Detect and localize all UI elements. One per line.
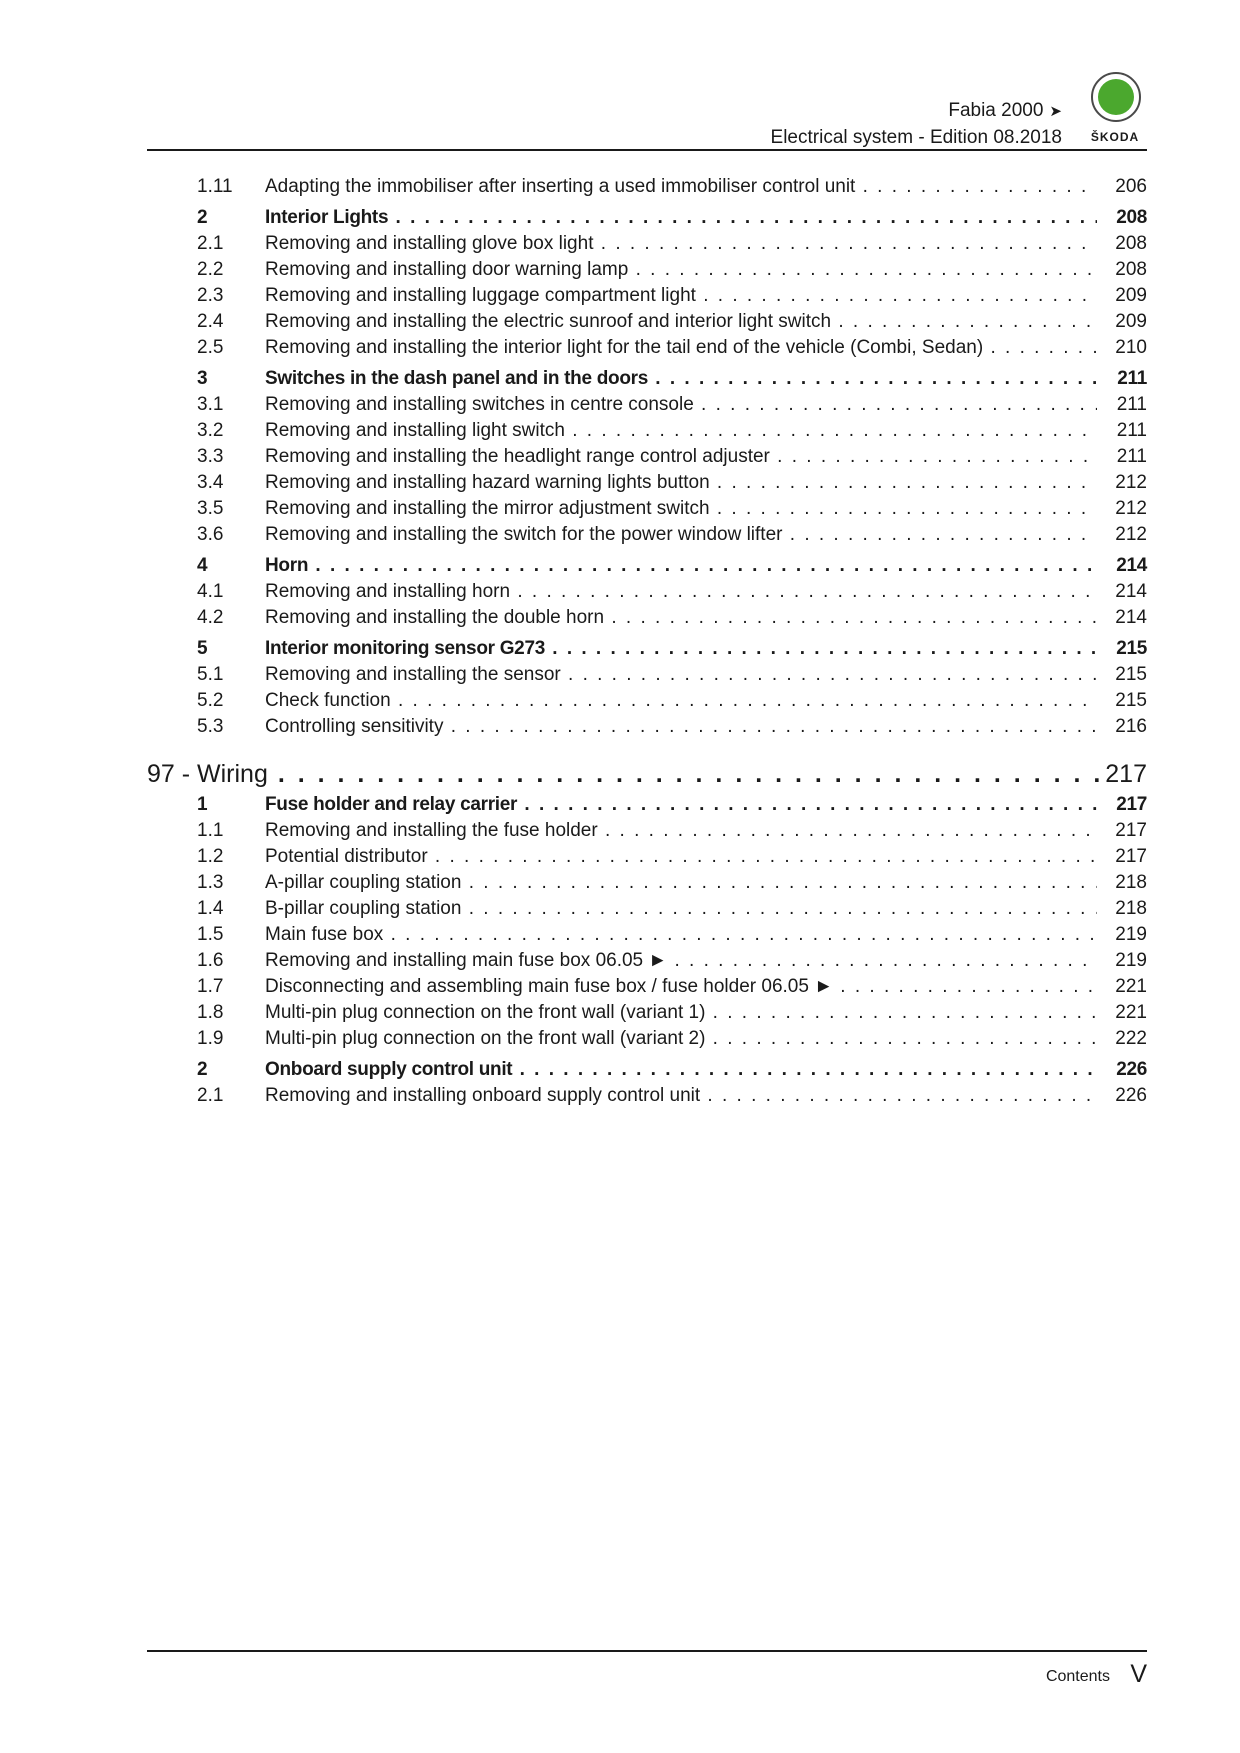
entry-page: 210 [1115,337,1147,358]
toc-section-heading[interactable] [147,756,1147,792]
entry-title: Switches in the dash panel and in the doors . . . [265,366,1097,392]
entry-number: 2.1 [197,233,224,254]
entry-number: 1.7 [197,976,224,997]
header-title-text: Fabia 2000 [948,100,1044,121]
toc-entry[interactable] [147,470,1147,496]
entry-title: Removing and installing door warning lamp . . . [265,257,1097,283]
toc-entry[interactable] [147,579,1147,605]
entry-number: 2.3 [197,285,224,306]
entry-number: 2 [197,207,208,228]
toc-entry[interactable] [147,392,1147,418]
entry-title: Removing and installing the interior light for the tail end of the vehicle (Combi, Sedan) . . . [265,335,1097,361]
entry-number: 1.11 [197,176,233,197]
entry-number: 5.3 [197,716,224,737]
entry-page: 212 [1115,472,1147,493]
entry-page: 211 [1116,394,1147,415]
entry-number: 2.4 [197,311,224,332]
entry-page: 211 [1116,446,1147,467]
entry-number: 3.5 [197,498,224,519]
toc-entry[interactable] [147,1000,1147,1026]
entry-number: 3.3 [197,446,224,467]
entry-title: Removing and installing the switch for the power window lifter . . . [265,522,1097,548]
entry-page: 209 [1115,311,1147,332]
entry-number: 3 [197,368,208,389]
toc-entry[interactable] [147,922,1147,948]
entry-title: Removing and installing the double horn . . . [265,605,1097,631]
entry-title: Interior Lights . . . [265,205,1097,231]
entry-title: A-pillar coupling station . . . [265,870,1097,896]
entry-title: Disconnecting and assembling main fuse box / fuse holder 06.05 ► . . . [265,974,1097,1000]
logo-wordmark: ŠKODA [1090,130,1140,144]
entry-page: 217 [1115,820,1147,841]
toc-entry[interactable] [147,1083,1147,1109]
toc-entry[interactable] [147,283,1147,309]
entry-number: 2.2 [197,259,224,280]
toc-entry[interactable] [147,870,1147,896]
entry-title: B-pillar coupling station . . . [265,896,1097,922]
entry-page: 217 [1115,846,1147,867]
entry-number: 5.2 [197,690,224,711]
toc-chapter-entry[interactable] [147,792,1147,818]
entry-page: 211 [1117,368,1147,389]
header-divider [147,149,1147,151]
entry-number: 4 [197,555,208,576]
entry-page: 219 [1115,950,1147,971]
entry-number: 3.2 [197,420,224,441]
entry-page: 218 [1115,872,1147,893]
toc-chapter-entry[interactable] [147,553,1147,579]
header-text [771,98,1062,151]
entry-number: 1.9 [197,1028,224,1049]
entry-page: 219 [1115,924,1147,945]
entry-title: Onboard supply control unit . . . [265,1057,1097,1083]
entry-title: Removing and installing horn . . . [265,579,1097,605]
entry-number: 1.1 [197,820,224,841]
entry-number: 3.4 [197,472,224,493]
logo-emblem-icon [1091,72,1141,122]
toc-entry[interactable] [147,688,1147,714]
entry-title: Check function . . . [265,688,1097,714]
toc-entry[interactable] [147,1026,1147,1052]
entry-number: 4.1 [197,581,224,602]
section-title: 97 - Wiring . . . [147,756,1103,792]
entry-title: Removing and installing switches in centre console . . . [265,392,1097,418]
entry-title: Removing and installing the headlight range control adjuster . . . [265,444,1097,470]
entry-page: 208 [1116,207,1147,228]
toc-chapter-entry[interactable] [147,1057,1147,1083]
entry-page: 214 [1115,581,1147,602]
entry-page: 216 [1115,716,1147,737]
entry-number: 3.1 [197,394,224,415]
entry-number: 2.1 [197,1085,224,1106]
toc-entry[interactable] [147,662,1147,688]
entry-page: 217 [1116,794,1147,815]
entry-number: 1.5 [197,924,224,945]
toc-entry[interactable] [147,418,1147,444]
entry-title: Removing and installing luggage compartment light . . . [265,283,1097,309]
entry-title: Fuse holder and relay carrier . . . [265,792,1097,818]
entry-title: Controlling sensitivity . . . [265,714,1097,740]
entry-page: 206 [1115,176,1147,197]
entry-title: Multi-pin plug connection on the front wall (variant 1) . . . [265,1000,1097,1026]
toc-group-electrical [147,174,1147,740]
entry-page: 208 [1115,259,1147,280]
toc-entry[interactable] [147,605,1147,631]
entry-number: 4.2 [197,607,224,628]
entry-title: Removing and installing onboard supply control unit . . . [265,1083,1097,1109]
entry-page: 221 [1115,976,1147,997]
entry-number: 3.6 [197,524,224,545]
entry-title: Removing and installing the mirror adjustment switch . . . [265,496,1097,522]
toc-chapter-entry[interactable] [147,636,1147,662]
logo-emblem-fill [1098,79,1134,115]
header-title [771,98,1062,125]
entry-page: 211 [1116,420,1147,441]
entry-page: 218 [1115,898,1147,919]
entry-page: 208 [1115,233,1147,254]
entry-page: 212 [1115,524,1147,545]
toc-entry[interactable] [147,522,1147,548]
entry-title: Removing and installing the fuse holder . . . [265,818,1097,844]
entry-page: 212 [1115,498,1147,519]
entry-title: Potential distributor . . . [265,844,1097,870]
table-of-contents [147,174,1147,1109]
entry-title: Removing and installing main fuse box 06.05 ► . . . [265,948,1097,974]
arrow-right-icon: ➤ [1049,103,1062,120]
entry-title: Main fuse box . . . [265,922,1097,948]
header-subtitle: Electrical system - Edition 08.2018 [770,127,1062,148]
entry-page: 214 [1115,607,1147,628]
entry-title: Removing and installing hazard warning lights button . . . [265,470,1097,496]
toc-entry[interactable] [147,714,1147,740]
entry-number: 1.4 [197,898,224,919]
toc-group-wiring [147,792,1147,1109]
toc-entry[interactable] [147,231,1147,257]
toc-entry[interactable] [147,974,1147,1000]
entry-title: Removing and installing the electric sunroof and interior light switch . . . [265,309,1097,335]
entry-number: 2 [197,1059,208,1080]
toc-entry[interactable] [147,844,1147,870]
entry-title: Interior monitoring sensor G273 . . . [265,636,1097,662]
entry-number: 1.3 [197,872,224,893]
toc-entry[interactable] [147,257,1147,283]
entry-title: Multi-pin plug connection on the front wall (variant 2) . . . [265,1026,1097,1052]
toc-chapter-entry[interactable] [147,205,1147,231]
entry-page: 226 [1116,1059,1147,1080]
entry-number: 1.2 [197,846,224,867]
entry-title: Adapting the immobiliser after inserting a used immobiliser control unit . . . [265,174,1097,200]
entry-page: 221 [1115,1002,1147,1023]
entry-number: 1.8 [197,1002,224,1023]
footer-divider [147,1650,1147,1652]
entry-title: Removing and installing the sensor . . . [265,662,1097,688]
entry-number: 5 [197,638,208,659]
toc-entry[interactable] [147,335,1147,361]
entry-page: 215 [1115,664,1147,685]
page-header [147,0,1147,152]
toc-chapter-entry[interactable] [147,366,1147,392]
section-page: 217 [1105,760,1147,788]
toc-entry[interactable] [147,444,1147,470]
entry-number: 1 [197,794,208,815]
entry-page: 215 [1116,638,1147,659]
toc-entry[interactable] [147,896,1147,922]
entry-title: Removing and installing light switch . . . [265,418,1097,444]
toc-entry[interactable] [147,309,1147,335]
entry-page: 209 [1115,285,1147,306]
footer-label: Contents [1045,1668,1110,1685]
entry-page: 222 [1115,1028,1147,1049]
entry-title: Removing and installing glove box light . . . [265,231,1097,257]
toc-entry[interactable] [147,818,1147,844]
skoda-logo [1083,72,1147,150]
entry-page: 215 [1115,690,1147,711]
entry-page: 226 [1115,1085,1147,1106]
entry-number: 1.6 [197,950,224,971]
entry-number: 2.5 [197,337,224,358]
toc-entry[interactable] [147,174,1147,200]
toc-entry[interactable] [147,948,1147,974]
footer-page-number: V [1130,1660,1147,1688]
entry-number: 5.1 [197,664,224,685]
entry-page: 214 [1116,555,1147,576]
entry-title: Horn . . . [265,553,1097,579]
toc-entry[interactable] [147,496,1147,522]
